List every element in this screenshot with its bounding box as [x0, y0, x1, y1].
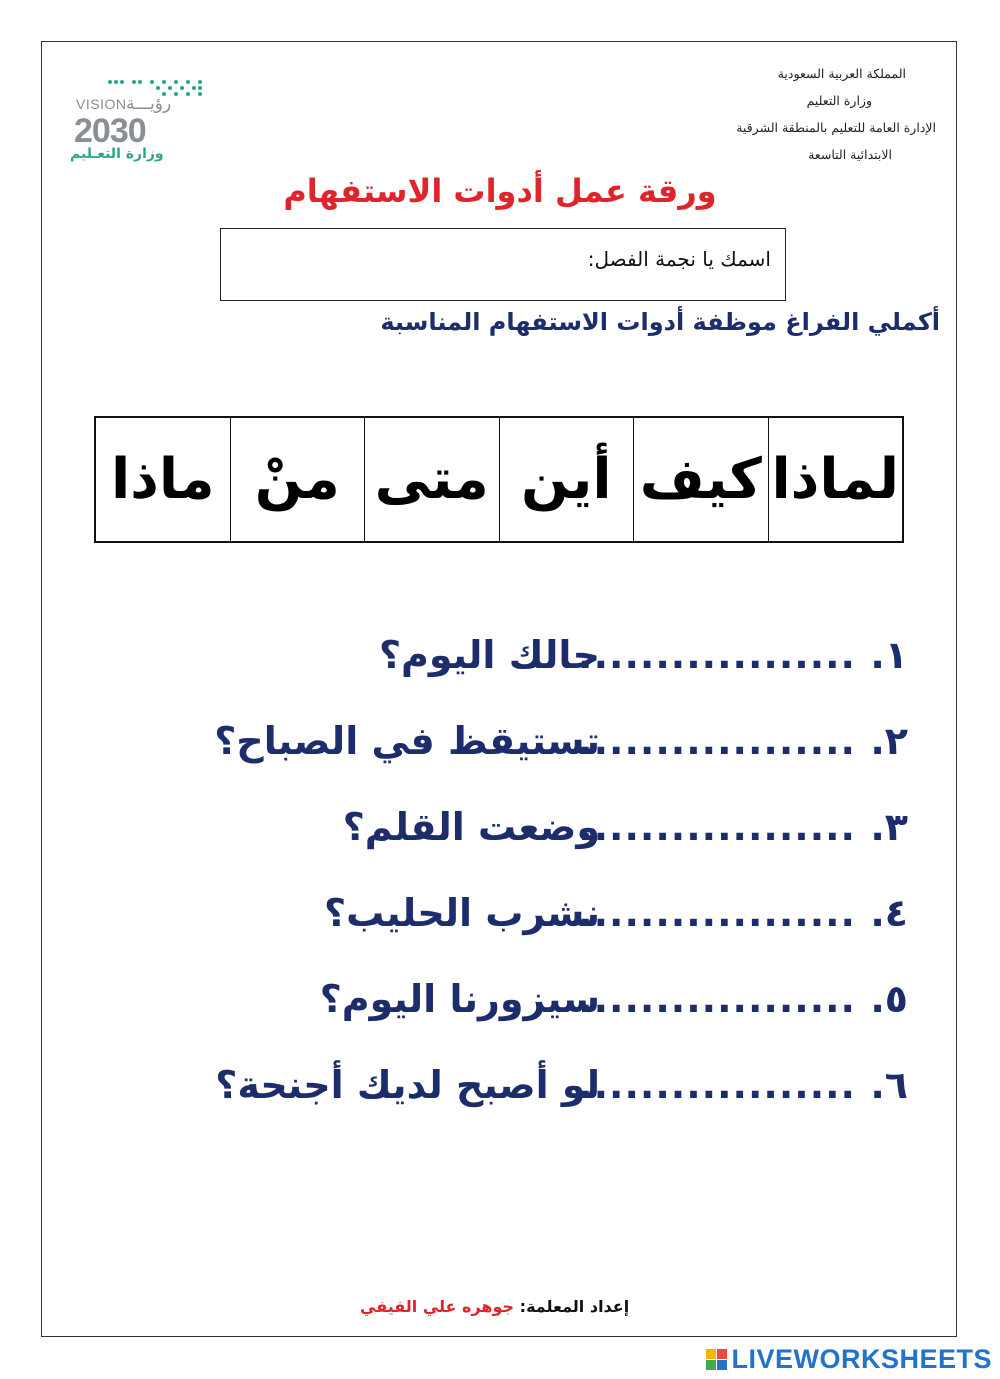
- header-kingdom: المملكة العربية السعودية: [777, 66, 906, 81]
- header-directorate: الإدارة العامة للتعليم بالمنطقة الشرقية: [736, 120, 936, 135]
- question-row: [214, 870, 908, 956]
- question-text: تستيقظ في الصباح؟: [214, 719, 600, 763]
- question-number: ٦.: [870, 1063, 908, 1107]
- word-cell: ماذا: [110, 447, 215, 512]
- logo-vision-text: VISION: [76, 96, 127, 112]
- question-text: وضعت القلم؟: [342, 805, 600, 849]
- prepared-by-label: إعداد المعلمة:: [519, 1297, 630, 1316]
- question-text: سيزورنا اليوم؟: [319, 977, 600, 1021]
- question-text: حالك اليوم؟: [378, 633, 600, 677]
- word-cell: متى: [364, 418, 499, 541]
- header-ministry: وزارة التعليم: [806, 93, 872, 108]
- answer-blank[interactable]: ..................: [578, 805, 856, 849]
- answer-blank[interactable]: ..................: [578, 891, 856, 935]
- word-cell: أين: [499, 418, 634, 541]
- worksheet-title: ورقة عمل أدوات الاستفهام: [283, 172, 717, 210]
- question-row: [214, 612, 908, 698]
- logo-vision-ar-text: رؤيـــة: [126, 94, 172, 114]
- question-text: لو أصبح لديك أجنحة؟: [215, 1063, 600, 1107]
- question-words-table: [94, 416, 904, 543]
- question-row: [214, 1042, 908, 1128]
- student-name-label: اسمك يا نجمة الفصل:: [587, 247, 771, 271]
- instruction-text: أكملي الفراغ موظفة أدوات الاستفهام المناسبة: [380, 308, 940, 336]
- word-cell: لماذا: [768, 418, 903, 541]
- question-row: [214, 784, 908, 870]
- question-text: نشرب الحليب؟: [324, 891, 600, 935]
- student-name-field[interactable]: [220, 228, 786, 301]
- prepared-by: [360, 1297, 629, 1316]
- answer-blank[interactable]: ..................: [578, 719, 856, 763]
- answer-blank[interactable]: ..................: [578, 977, 856, 1021]
- question-row: [214, 956, 908, 1042]
- vision-2030-logo: [70, 76, 205, 166]
- liveworksheets-brand[interactable]: [706, 1344, 992, 1375]
- question-number: ٣.: [870, 805, 908, 849]
- word-cell: كيف: [633, 418, 768, 541]
- answer-blank[interactable]: ..................: [578, 633, 856, 677]
- question-number: ٥.: [870, 977, 908, 1021]
- school-header: [606, 60, 936, 168]
- question-number: ٢.: [870, 719, 908, 763]
- answer-blank[interactable]: ..................: [578, 1063, 856, 1107]
- logo-ministry-text: وزارة التعـليم: [70, 146, 164, 162]
- word-cell: منْ: [230, 418, 365, 541]
- header-school: الابتدائية التاسعة: [808, 147, 892, 162]
- questions-list: [214, 612, 908, 1128]
- teacher-name: جوهره علي الفيفي: [360, 1297, 515, 1316]
- liveworksheets-wordmark: LIVEWORKSHEETS: [731, 1344, 992, 1374]
- logo-year: 2030: [74, 112, 146, 150]
- question-number: ٤.: [870, 891, 908, 935]
- liveworksheets-logo-icon: [706, 1349, 727, 1370]
- question-number: ١.: [870, 633, 908, 677]
- question-row: [214, 698, 908, 784]
